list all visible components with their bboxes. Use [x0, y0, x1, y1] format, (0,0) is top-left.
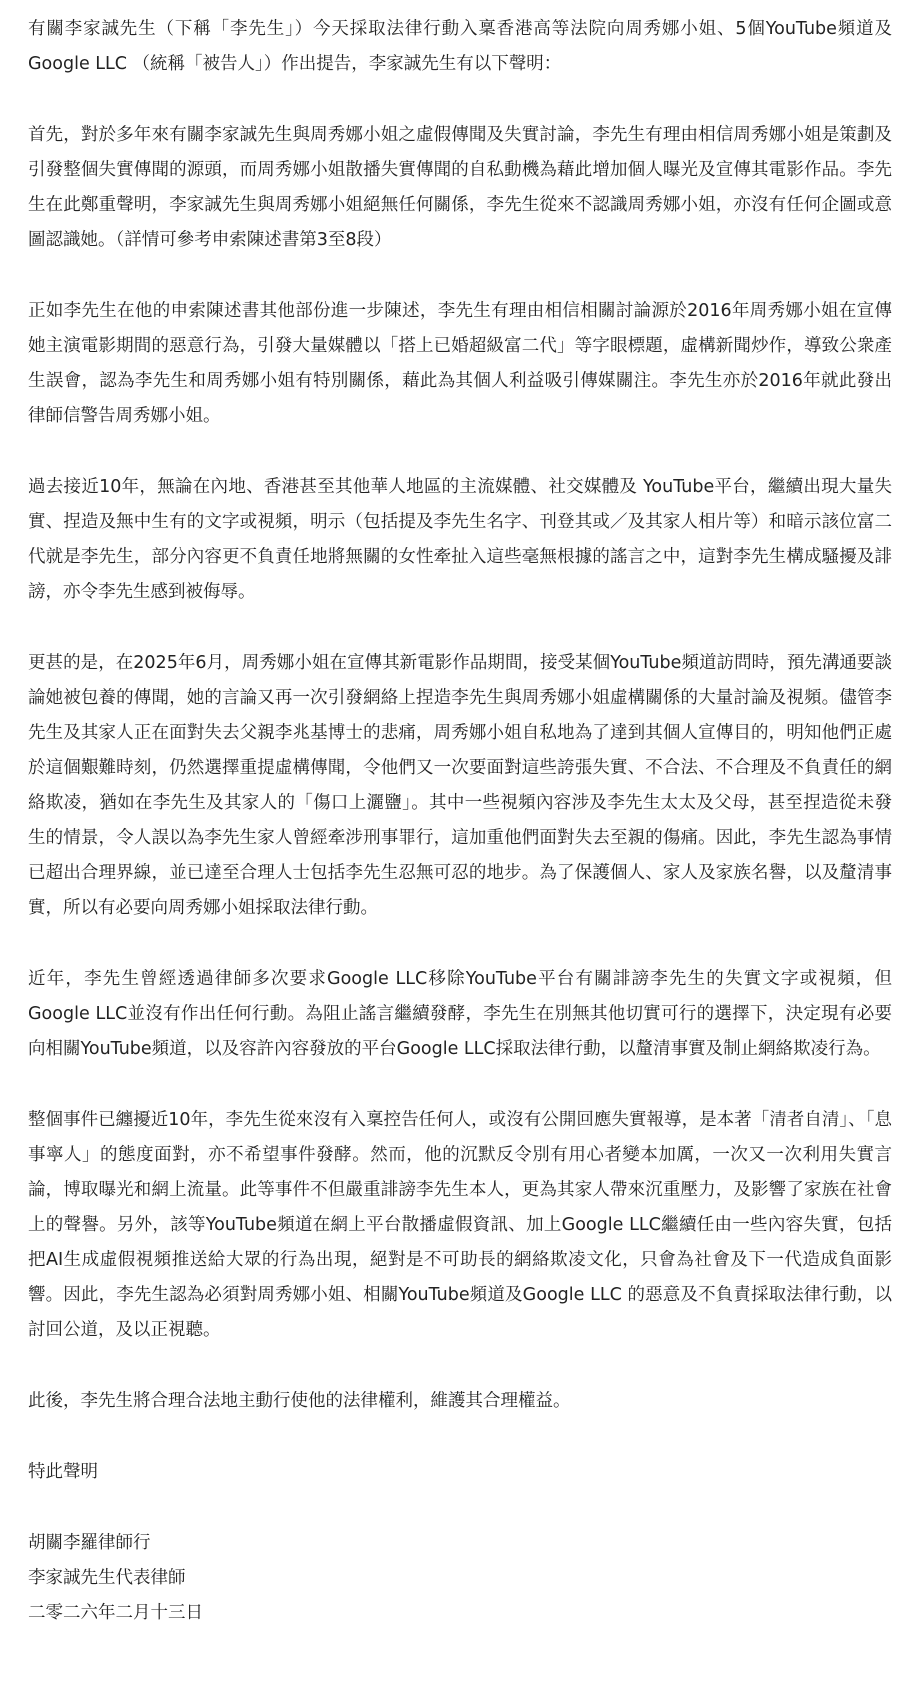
- paragraph-2025-interview: 更甚的是，在2025年6月，周秀娜小姐在宣傳其新電影作品期間，接受某個YouTube頻道訪問時，預先溝通要談論她被包養的傳聞，她的言論又再一次引發網絡上捏造李先生與周秀娜小姐虛構關係的大量討論及視頻。儘管李先生及其家人正在面對失去父親李兆基博士的悲痛，周秀娜小姐自私地為了達到其個人宣傳目的，明知他們正處於這個艱難時刻，仍然選擇重提虛構傳聞，令他們又一次要面對這些誇張失實、不合法、不合理及不負責任的網絡欺凌，猶如在李先生及其家人的「傷口上灑鹽」。其中一些視頻內容涉及李先生太太及父母，甚至捏造從未發生的情景，令人誤以為李先生家人曾經牽涉刑事罪行，這加重他們面對失去至親的傷痛。因此，李先生認為事情已超出合理界線，並已達至合理人士包括李先生忍無可忍的地步。為了保護個人、家人及家族名譽，以及釐清事實，所以有必要向周秀娜小姐採取法律行動。: [28, 653, 892, 918]
- paragraph-denial: 首先，對於多年來有關李家誠先生與周秀娜小姐之虛假傳聞及失實討論，李先生有理由相信周秀娜小姐是策劃及引發整個失實傳聞的源頭，而周秀娜小姐散播失實傳聞的自私動機為藉此增加個人曝光及宣傳其電影作品。李先生在此鄭重聲明，李家誠先生與周秀娜小姐絕無任何關係，李先生從來不認識周秀娜小姐，亦沒有任何企圖或意圖認識她。（詳情可參考申索陳述書第3至8段）: [28, 125, 892, 250]
- signature-block: [28, 1526, 892, 1631]
- statement-document: [28, 12, 892, 1631]
- paragraph-google-requests: 近年，李先生曾經透過律師多次要求Google LLC移除YouTube平台有關誹謗李先生的失實文字或視頻，但Google LLC並沒有作出任何行動。為阻止謠言繼續發酵，李先生在別無其他切實可行的選擇下，決定現有必要向相關YouTube頻道，以及容許內容發放的平台Google LLC採取法律行動，以釐清事實及制止網絡欺凌行為。: [28, 969, 892, 1059]
- paragraph-past-decade: 過去接近10年，無論在內地、香港甚至其他華人地區的主流媒體、社交媒體及 YouTube平台，繼續出現大量失實、捏造及無中生有的文字或視頻，明示（包括提及李先生名字、刊登其或／及其家人相片等）和暗示該位富二代就是李先生，部分內容更不負責任地將無關的女性牽扯入這些毫無根據的謠言之中，這對李先生構成騷擾及誹謗，亦令李先生感到被侮辱。: [28, 477, 892, 602]
- law-firm-name: 胡關李羅律師行: [28, 1533, 151, 1553]
- intro-paragraph: 有關李家誠先生（下稱「李先生」）今天採取法律行動入稟香港高等法院向周秀娜小姐、5個YouTube頻道及Google LLC （統稱「被告人」）作出提告，李家誠先生有以下聲明：: [28, 19, 892, 74]
- paragraph-future-rights: 此後，李先生將合理合法地主動行使他的法律權利，維護其合理權益。: [28, 1391, 571, 1411]
- paragraph-declaration: 特此聲明: [28, 1462, 98, 1482]
- representative-role: 李家誠先生代表律師: [28, 1568, 186, 1588]
- paragraph-origin-2016: 正如李先生在他的申索陳述書其他部份進一步陳述，李先生有理由相信相關討論源於2016年周秀娜小姐在宣傳她主演電影期間的惡意行為，引發大量媒體以「搭上已婚超級富二代」等字眼標題，虛構新聞炒作，導致公衆產生誤會，認為李先生和周秀娜小姐有特別關係，藉此為其個人利益吸引傳媒關注。李先生亦於2016年就此發出律師信警告周秀娜小姐。: [28, 301, 892, 426]
- paragraph-decade-summary: 整個事件已纏擾近10年，李先生從來沒有入稟控告任何人，或沒有公開回應失實報導，是本著「清者自清」、「息事寧人」的態度面對，亦不希望事件發酵。然而，他的沉默反令別有用心者變本加厲，一次又一次利用失實言論，博取曝光和網上流量。此等事件不但嚴重誹謗李先生本人，更為其家人帶來沉重壓力，及影響了家族在社會上的聲譽。另外，該等YouTube頻道在網上平台散播虛假資訊、加上Google LLC繼續任由一些內容失實，包括把AI生成虛假視頻推送給大眾的行為出現，絕對是不可助長的網絡欺凌文化，只會為社會及下一代造成負面影響。因此，李先生認為必須對周秀娜小姐、相關YouTube頻道及Google LLC 的惡意及不負責採取法律行動，以討回公道，及以正視聽。: [28, 1110, 892, 1340]
- statement-date: 二零二六年二月十三日: [28, 1603, 203, 1623]
